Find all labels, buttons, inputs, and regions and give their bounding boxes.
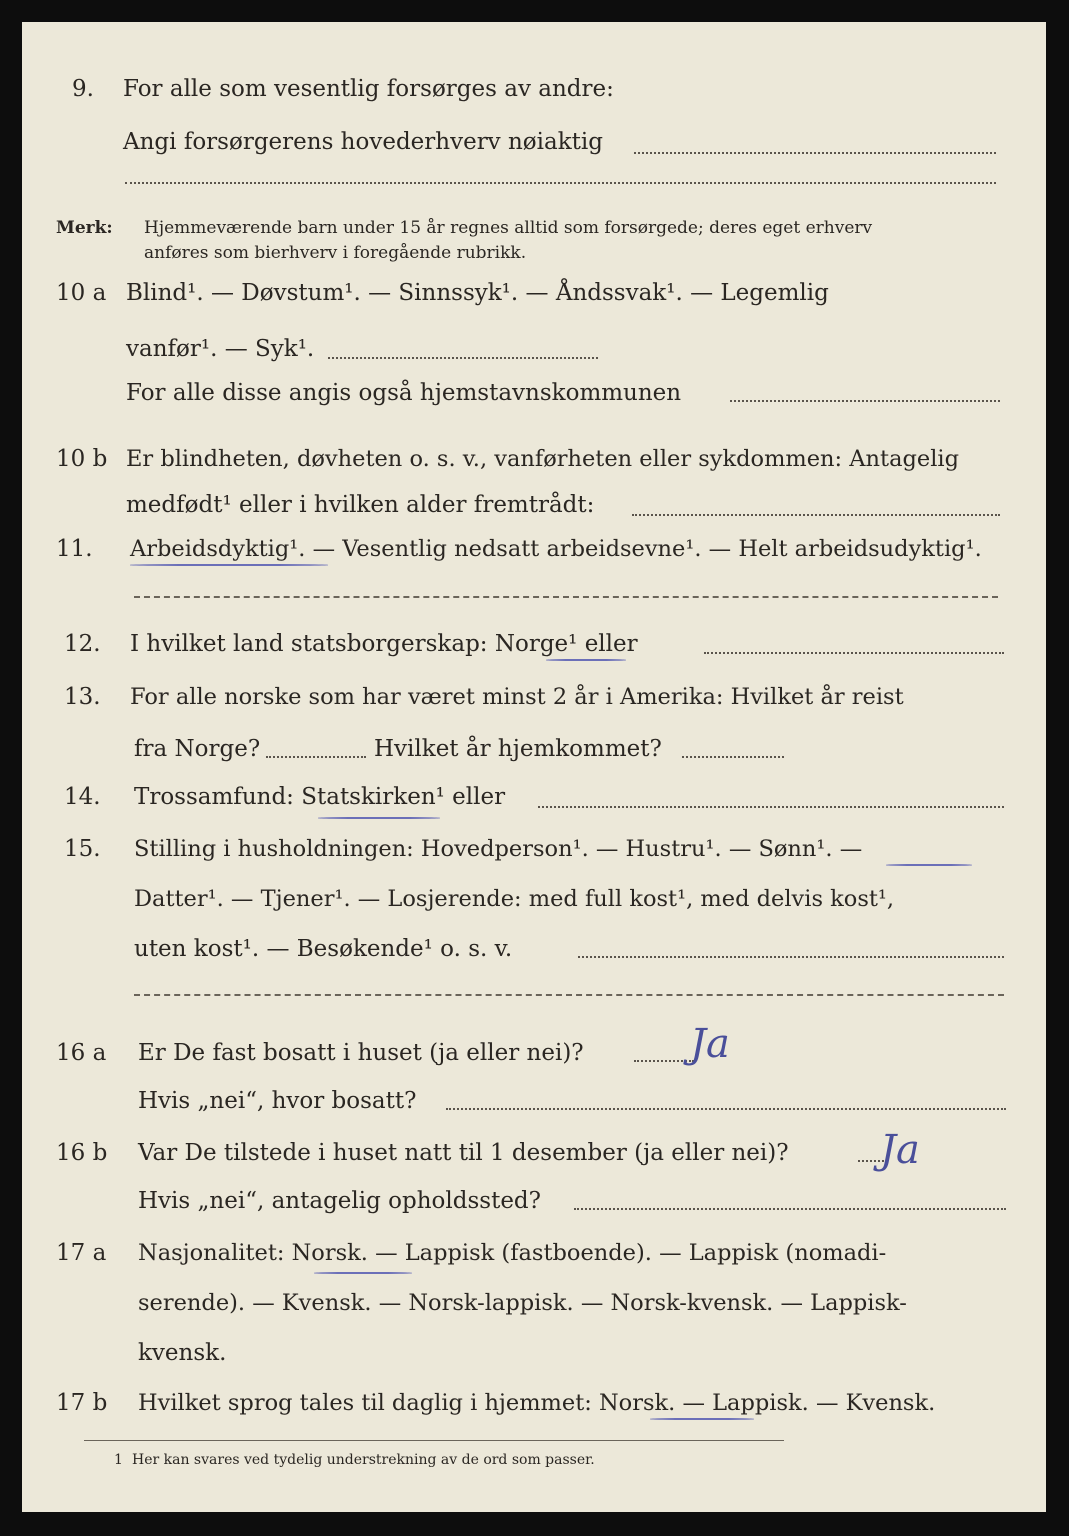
q14-answer-line[interactable] xyxy=(538,806,1004,808)
census-form-page xyxy=(22,22,1046,1512)
merk-line2: anføres som bierhverv i foregående rubrikk. xyxy=(144,243,527,263)
q13-number: 13. xyxy=(64,684,101,710)
q12-pencil-underline xyxy=(546,659,626,661)
q9-number: 9. xyxy=(72,76,94,102)
q9-line2: Angi forsørgerens hovederhverv nøiaktig xyxy=(123,129,603,155)
q10a-hjemstavn-line[interactable] xyxy=(730,400,1000,402)
q11-number: 11. xyxy=(56,536,93,562)
q14-line1: Trossamfund: Statskirken¹ eller xyxy=(134,784,506,810)
merk-label: Merk: xyxy=(56,218,113,238)
q10b-line1: Er blindheten, døvheten o. s. v., vanførheten eller sykdommen: Antagelig xyxy=(126,446,959,472)
q16b-line1: Var De tilstede i huset natt til 1 desember (ja eller nei)? xyxy=(138,1140,789,1166)
q15-line1: Stilling i husholdningen: Hovedperson¹. — Hustru¹. — Sønn¹. — xyxy=(134,836,863,862)
q13-line2a: fra Norge? xyxy=(134,736,261,762)
q16b-line2: Hvis „nei“, antagelig opholdssted? xyxy=(138,1188,541,1214)
footnote-text: Her kan svares ved tydelig understrekning av de ord som passer. xyxy=(132,1452,595,1468)
q10b-answer-line[interactable] xyxy=(632,514,1000,516)
q14-number: 14. xyxy=(64,784,101,810)
q16b-number: 16 b xyxy=(56,1140,108,1166)
q13-line1: For alle norske som har været minst 2 år i Amerika: Hvilket år reist xyxy=(130,684,904,710)
footnote-mark: 1 xyxy=(114,1452,123,1468)
q17a-number: 17 a xyxy=(56,1240,107,1266)
q12-number: 12. xyxy=(64,631,101,657)
q9-answer-line-2[interactable] xyxy=(125,182,996,184)
q12-line1: I hvilket land statsborgerskap: Norge¹ eller xyxy=(130,631,638,657)
q15-line3: uten kost¹. — Besøkende¹ o. s. v. xyxy=(134,936,513,962)
q13-hjemkommet-line[interactable] xyxy=(682,756,784,758)
q9-line1: For alle som vesentlig forsørges av andre: xyxy=(123,76,614,102)
q17b-line1: Hvilket sprog tales til daglig i hjemmet: Norsk. — Lappisk. — Kvensk. xyxy=(138,1390,936,1416)
q10b-line2: medfødt¹ eller i hvilken alder fremtrådt: xyxy=(126,492,595,518)
q17b-number: 17 b xyxy=(56,1390,108,1416)
q13-reist-line[interactable] xyxy=(266,756,366,758)
q15-number: 15. xyxy=(64,836,101,862)
q16b-handwritten-answer: Ja xyxy=(880,1127,920,1173)
merk-line1: Hjemmeværende barn under 15 år regnes alltid som forsørgede; deres eget erhverv xyxy=(144,218,873,238)
q16a-bosatt-line[interactable] xyxy=(446,1108,1006,1110)
q10a-line3: For alle disse angis også hjemstavnskommunen xyxy=(126,380,682,406)
q15-line2: Datter¹. — Tjener¹. — Losjerende: med full kost¹, med delvis kost¹, xyxy=(134,886,895,912)
q10a-number: 10 a xyxy=(56,280,107,306)
q13-line2b: Hvilket år hjemkommet? xyxy=(374,736,662,762)
q15-answer-line[interactable] xyxy=(578,956,1004,958)
merk-note xyxy=(56,216,113,240)
q10a-line2: vanfør¹. — Syk¹. xyxy=(126,336,315,362)
q16a-handwritten-answer: Ja xyxy=(690,1021,730,1067)
q17a-line3: kvensk. xyxy=(138,1340,227,1366)
q11-line1: Arbeidsdyktig¹. — Vesentlig nedsatt arbeidsevne¹. — Helt arbeidsudyktig¹. xyxy=(130,536,982,562)
q10a-line1: Blind¹. — Døvstum¹. — Sinnssyk¹. — Åndssvak¹. — Legemlig xyxy=(126,280,829,306)
q17a-line1: Nasjonalitet: Norsk. — Lappisk (fastboende). — Lappisk (nomadi- xyxy=(138,1240,887,1266)
q9-answer-line[interactable] xyxy=(634,152,996,154)
q10a-answer-line[interactable] xyxy=(328,357,598,359)
q14-pencil-underline xyxy=(318,817,440,819)
q17a-pencil-underline xyxy=(314,1272,412,1274)
q16b-opholdssted-line[interactable] xyxy=(574,1208,1006,1210)
q11-pencil-underline xyxy=(130,564,328,566)
footnote-divider xyxy=(84,1440,784,1441)
q15-pencil-underline xyxy=(886,864,972,866)
q16a-line1: Er De fast bosatt i huset (ja eller nei)? xyxy=(138,1040,584,1066)
q16a-line2: Hvis „nei“, hvor bosatt? xyxy=(138,1088,417,1114)
q16a-number: 16 a xyxy=(56,1040,107,1066)
q16a-answer-line[interactable] xyxy=(634,1060,694,1062)
q12-answer-line[interactable] xyxy=(704,652,1004,654)
q10b-number: 10 b xyxy=(56,446,108,472)
section-divider-1 xyxy=(134,596,998,598)
q17a-line2: serende). — Kvensk. — Norsk-lappisk. — Norsk-kvensk. — Lappisk- xyxy=(138,1290,907,1316)
section-divider-2 xyxy=(134,994,1004,996)
q17b-pencil-underline xyxy=(650,1418,754,1420)
